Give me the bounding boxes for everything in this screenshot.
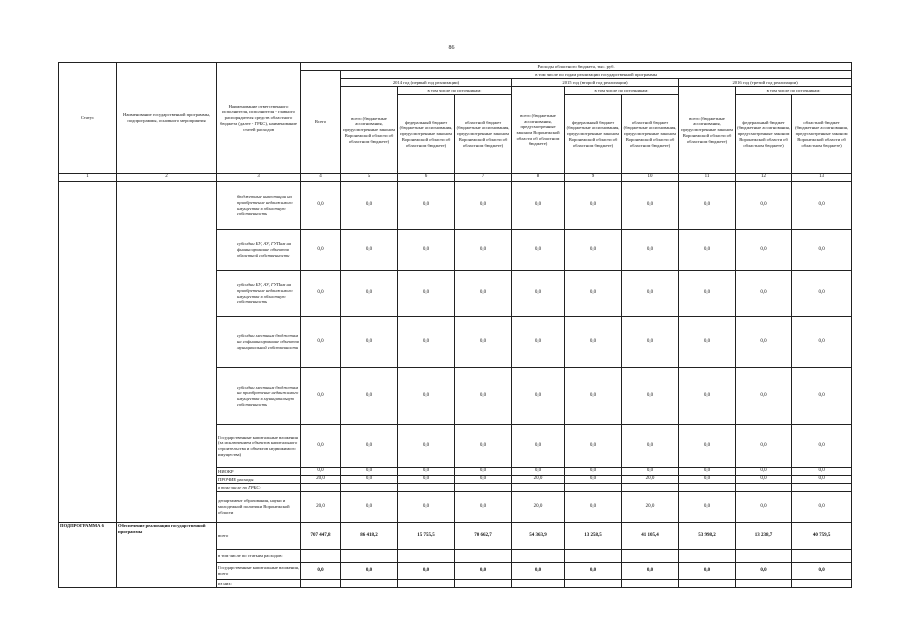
value-cell: 0,0: [341, 425, 398, 468]
header-year-2016: 2016 год (третий год реализации): [679, 79, 852, 87]
value-cell: 0,0: [792, 271, 852, 317]
header-2016-all: всего (бюджетные ассигнования, предусмотренные законом Воронежской области об областном бюджете): [679, 87, 736, 174]
value-cell: 0,0: [792, 468, 852, 476]
value-cell: 0,0: [679, 182, 736, 230]
value-cell: 0,0: [341, 317, 398, 368]
value-cell: 0,0: [341, 492, 398, 523]
value-cell: 13 258,5: [565, 523, 622, 550]
value-cell: 0,0: [398, 476, 455, 484]
header-2016-federal: федеральный бюджет (бюджетные ассигнования, предусмотренные законом Воронежской области об областном бюджете): [736, 95, 792, 174]
table-row: [59, 523, 852, 550]
header-year-2014: 2014 год (первый год реализации): [341, 79, 512, 87]
value-cell: 0,0: [301, 271, 341, 317]
value-cell: 0,0: [341, 230, 398, 271]
value-cell: 0,0: [512, 368, 565, 425]
header-2015-all: всего (бюджетные ассигнования, предусмотренные законом Воронежской области об областном бюджете): [512, 87, 565, 174]
value-cell: 53 998,2: [679, 523, 736, 550]
col-number: 11: [679, 174, 736, 182]
value-cell: 0,0: [792, 492, 852, 523]
row-label: всего: [217, 523, 301, 550]
value-cell: 41 105,4: [622, 523, 679, 550]
status-cell: [59, 182, 117, 523]
col-number: 2: [117, 174, 217, 182]
subprogram-status: ПОДПРОГРАММА 6: [59, 523, 117, 588]
value-cell: 707 447,8: [301, 523, 341, 550]
header-responsible: Наименование ответственного исполнителя, исполнителя - главного распорядителя средств областного бюджета (далее - ГРБС), наименование статей расходов: [217, 63, 301, 174]
page-number: 86: [448, 45, 455, 51]
value-cell: 0,0: [398, 317, 455, 368]
header-2014-sources: в том числе по источникам:: [398, 87, 512, 95]
col-number: 3: [217, 174, 301, 182]
value-cell: 13 238,7: [736, 523, 792, 550]
value-cell: 0,0: [792, 563, 852, 580]
header-total: Всего: [301, 71, 341, 174]
value-cell: 0,0: [455, 271, 512, 317]
header-2015-regional: областной бюджет (бюджетные ассигнования, предусмотренные законом Воронежской области об областном бюджете): [622, 95, 679, 174]
row-label: в том числе по статьям расходов:: [217, 550, 301, 563]
value-cell: 0,0: [398, 271, 455, 317]
header-expenses: Расходы областного бюджета, тыс. руб.: [301, 63, 852, 71]
value-cell: 0,0: [565, 563, 622, 580]
value-cell: 0,0: [512, 271, 565, 317]
value-cell: 0,0: [792, 368, 852, 425]
value-cell: 0,0: [301, 317, 341, 368]
value-cell: 0,0: [736, 230, 792, 271]
row-label: департамент образования, науки и молодежной политики Воронежской области: [217, 492, 301, 523]
value-cell: 0,0: [512, 230, 565, 271]
value-cell: 0,0: [301, 563, 341, 580]
row-label: Государственные капитальные вложения (за исключением объектов капитального строительства и объектов недвижимого имущества): [217, 425, 301, 468]
value-cell: 0,0: [622, 425, 679, 468]
value-cell: 0,0: [736, 563, 792, 580]
value-cell: 0,0: [455, 563, 512, 580]
value-cell: 0,0: [301, 468, 341, 476]
row-label: субсидии местным бюджетам на приобретение недвижимого имущества в муниципальную собственность: [217, 368, 301, 425]
header-2014-federal: федеральный бюджет (бюджетные ассигнования, предусмотренные законом Воронежской области об областном бюджете): [398, 95, 455, 174]
value-cell: 0,0: [341, 182, 398, 230]
col-number: 1: [59, 174, 117, 182]
value-cell: 0,0: [455, 468, 512, 476]
value-cell: 0,0: [565, 182, 622, 230]
value-cell: 0,0: [341, 368, 398, 425]
value-cell: 0,0: [398, 182, 455, 230]
value-cell: 20,0: [622, 476, 679, 484]
value-cell: 0,0: [622, 468, 679, 476]
value-cell: 0,0: [622, 230, 679, 271]
value-cell: 0,0: [622, 271, 679, 317]
value-cell: 0,0: [455, 182, 512, 230]
header-2016-regional: областной бюджет (бюджетные ассигнования, предусмотренные законом Воронежской области об областном бюджете): [792, 95, 852, 174]
value-cell: 0,0: [341, 468, 398, 476]
budget-table: [58, 62, 852, 588]
col-number: 10: [622, 174, 679, 182]
header-year-2015: 2015 год (второй год реализации): [512, 79, 679, 87]
value-cell: 0,0: [455, 230, 512, 271]
value-cell: 0,0: [301, 182, 341, 230]
row-label: в том числе по ГРБС:: [217, 484, 301, 492]
value-cell: 0,0: [679, 476, 736, 484]
value-cell: 0,0: [565, 476, 622, 484]
header-2015-federal: федеральный бюджет (бюджетные ассигнования, предусмотренные законом Воронежской области об областном бюджете): [565, 95, 622, 174]
value-cell: 0,0: [512, 563, 565, 580]
program-cell: [117, 182, 217, 523]
value-cell: 0,0: [512, 425, 565, 468]
value-cell: 20,0: [512, 492, 565, 523]
value-cell: 0,0: [455, 476, 512, 484]
value-cell: 0,0: [679, 368, 736, 425]
value-cell: 0,0: [792, 425, 852, 468]
value-cell: 20,0: [622, 492, 679, 523]
value-cell: 0,0: [398, 468, 455, 476]
row-label: субсидии местным бюджетам на софинансирование объектов муниципальной собственности: [217, 317, 301, 368]
header-2014-all: всего (бюджетные ассигнования, предусмотренные законом Воронежской области об областном бюджете): [341, 87, 398, 174]
value-cell: 0,0: [398, 230, 455, 271]
value-cell: 70 662,7: [455, 523, 512, 550]
value-cell: 0,0: [622, 368, 679, 425]
value-cell: 0,0: [398, 563, 455, 580]
value-cell: 0,0: [301, 368, 341, 425]
value-cell: 0,0: [565, 492, 622, 523]
value-cell: 0,0: [398, 425, 455, 468]
col-number: 5: [341, 174, 398, 182]
value-cell: 0,0: [398, 368, 455, 425]
value-cell: 0,0: [792, 476, 852, 484]
header-status: Статус: [59, 63, 117, 174]
value-cell: 0,0: [736, 476, 792, 484]
value-cell: 0,0: [301, 230, 341, 271]
value-cell: 40 759,5: [792, 523, 852, 550]
header-program-name: Наименование государственной программы, подпрограммы, основного мероприятия: [117, 63, 217, 174]
value-cell: 0,0: [736, 425, 792, 468]
value-cell: 0,0: [455, 492, 512, 523]
value-cell: 0,0: [679, 425, 736, 468]
row-label: Государственные капитальные вложения, всего: [217, 563, 301, 580]
value-cell: 0,0: [736, 468, 792, 476]
col-number: 7: [455, 174, 512, 182]
value-cell: 0,0: [679, 230, 736, 271]
row-label: субсидии БУ, АУ, ГУПам на приобретение недвижимого имущества в областную собственность: [217, 271, 301, 317]
value-cell: 0,0: [565, 317, 622, 368]
row-label: бюджетные инвестиции на приобретение недвижимого имущества в областную собственность: [217, 182, 301, 230]
value-cell: 0,0: [792, 230, 852, 271]
value-cell: 20,0: [301, 476, 341, 484]
col-number: 12: [736, 174, 792, 182]
value-cell: 0,0: [455, 425, 512, 468]
value-cell: 0,0: [736, 182, 792, 230]
value-cell: 0,0: [622, 317, 679, 368]
header-by-years: в том числе по годам реализации государственной программы: [341, 71, 852, 79]
value-cell: 0,0: [512, 317, 565, 368]
value-cell: 0,0: [565, 271, 622, 317]
value-cell: 0,0: [301, 425, 341, 468]
value-cell: 0,0: [565, 368, 622, 425]
row-label: ПРОЧИЕ расходы: [217, 476, 301, 484]
value-cell: 54 363,9: [512, 523, 565, 550]
value-cell: 0,0: [679, 317, 736, 368]
value-cell: 86 418,2: [341, 523, 398, 550]
value-cell: 20,0: [301, 492, 341, 523]
subprogram-name: Обеспечение реализации государственной программы: [117, 523, 217, 588]
col-number: 4: [301, 174, 341, 182]
value-cell: 0,0: [341, 563, 398, 580]
value-cell: 0,0: [679, 468, 736, 476]
value-cell: 0,0: [398, 492, 455, 523]
value-cell: 0,0: [679, 492, 736, 523]
value-cell: 20,0: [512, 476, 565, 484]
value-cell: 0,0: [622, 563, 679, 580]
value-cell: 0,0: [622, 182, 679, 230]
value-cell: 0,0: [512, 182, 565, 230]
value-cell: 0,0: [341, 271, 398, 317]
value-cell: 0,0: [512, 468, 565, 476]
col-number: 6: [398, 174, 455, 182]
value-cell: 0,0: [792, 317, 852, 368]
value-cell: 0,0: [736, 317, 792, 368]
value-cell: 15 755,5: [398, 523, 455, 550]
value-cell: 0,0: [565, 468, 622, 476]
col-number: 9: [565, 174, 622, 182]
value-cell: 0,0: [736, 492, 792, 523]
value-cell: 0,0: [736, 368, 792, 425]
col-number: 8: [512, 174, 565, 182]
value-cell: 0,0: [736, 271, 792, 317]
row-label: субсидии БУ, АУ, ГУПам на финансирование объектов областной собственности: [217, 230, 301, 271]
header-2015-sources: в том числе по источникам:: [565, 87, 679, 95]
value-cell: 0,0: [792, 182, 852, 230]
value-cell: 0,0: [565, 230, 622, 271]
row-label: НИОКР: [217, 468, 301, 476]
header-2014-regional: областной бюджет (бюджетные ассигнования, предусмотренные законом Воронежской области об областном бюджете): [455, 95, 512, 174]
value-cell: 0,0: [679, 271, 736, 317]
row-label: из них:: [217, 580, 301, 588]
header-2016-sources: в том числе по источникам:: [736, 87, 852, 95]
table-row: [59, 182, 852, 230]
value-cell: 0,0: [455, 368, 512, 425]
value-cell: 0,0: [679, 563, 736, 580]
column-number-row: [59, 174, 852, 182]
value-cell: 0,0: [455, 317, 512, 368]
value-cell: 0,0: [565, 425, 622, 468]
col-number: 13: [792, 174, 852, 182]
value-cell: 0,0: [341, 476, 398, 484]
